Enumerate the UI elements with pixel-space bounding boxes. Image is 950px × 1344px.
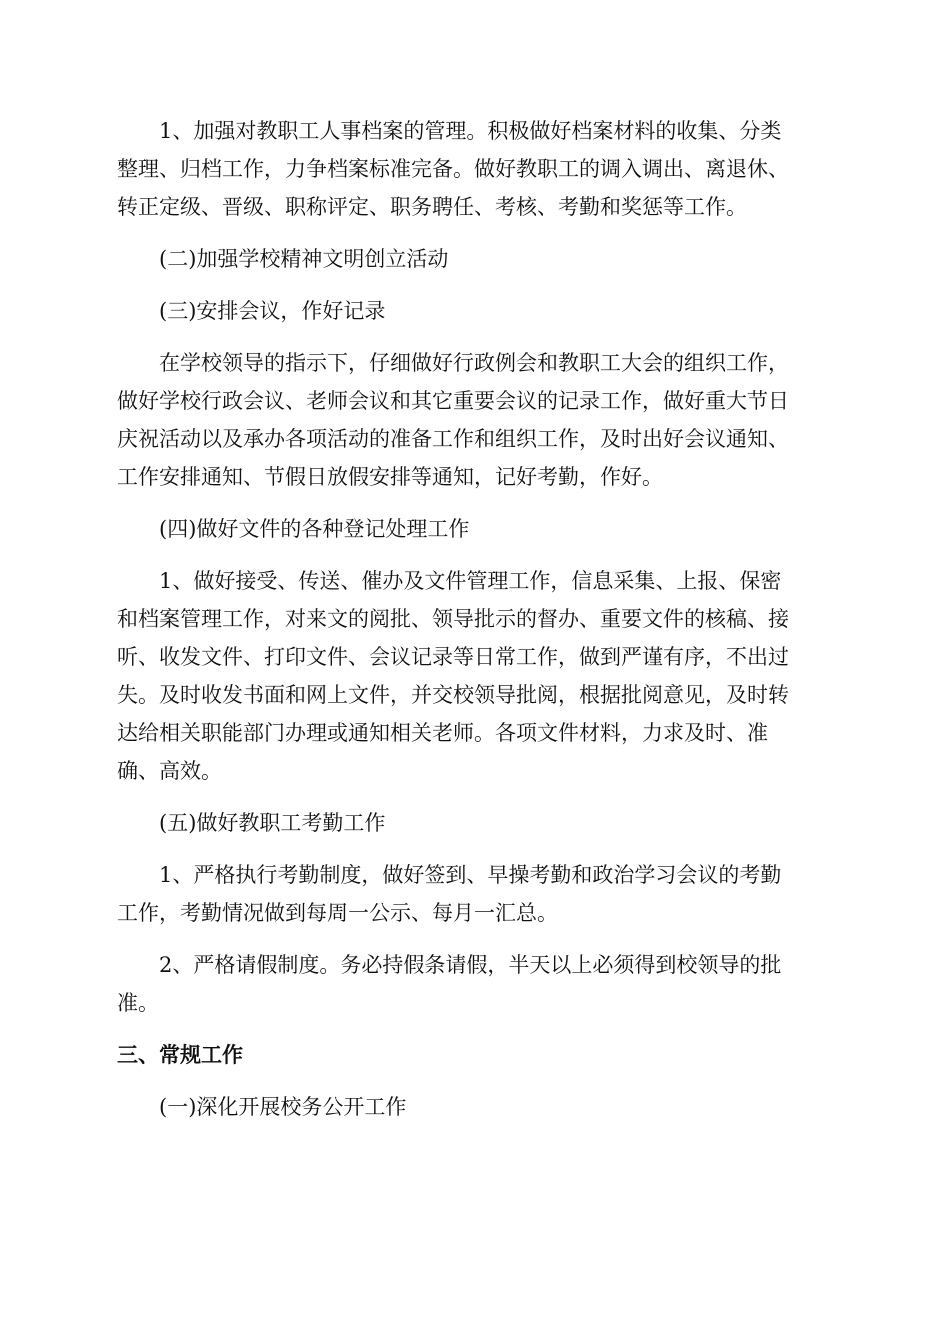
subheading-meetings — [117, 292, 831, 330]
text-line: 在学校领导的指示下，仔细做好行政例会和教职工大会的组织工作， — [159, 351, 789, 375]
subheading-spiritual-civilization — [117, 240, 831, 278]
text-line: 2、严格请假制度。务必持假条请假，半天以上必须得到校领导的批 — [159, 953, 782, 977]
text-line: 准。 — [117, 991, 159, 1015]
subheading-text: (三)安排会议，作好记录 — [159, 299, 386, 323]
subheading-documents — [117, 510, 831, 548]
document-body — [117, 112, 831, 1126]
text-line: 和档案管理工作，对来文的阅批、领导批示的督办、重要文件的核稿、接 — [117, 607, 789, 631]
subheading-text: (四)做好文件的各种登记处理工作 — [159, 517, 470, 541]
subheading-text: (二)加强学校精神文明创立活动 — [159, 247, 449, 271]
text-line: 失。及时收发书面和网上文件，并交校领导批阅，根据批阅意见，及时转 — [117, 683, 789, 707]
text-line: 1、加强对教职工人事档案的管理。积极做好档案材料的收集、分类 — [159, 119, 782, 143]
paragraph-documents — [117, 562, 831, 790]
text-line: 整理、归档工作，力争档案标准完备。做好教职工的调入调出、离退休、 — [117, 157, 789, 181]
paragraph-archives — [117, 112, 831, 226]
paragraph-leave-system — [117, 946, 831, 1022]
section-heading-routine-work: 三、常规工作 — [117, 1043, 243, 1067]
paragraph-attendance-system — [117, 856, 831, 932]
text-line: 转正定级、晋级、职称评定、职务聘任、考核、考勤和奖惩等工作。 — [117, 195, 747, 219]
subheading-school-affairs — [117, 1088, 831, 1126]
paragraph-meetings — [117, 344, 831, 496]
text-line: 庆祝活动以及承办各项活动的准备工作和组织工作，及时出好会议通知、 — [117, 427, 789, 451]
text-line: 1、做好接受、传送、催办及文件管理工作，信息采集、上报、保密 — [159, 569, 782, 593]
text-line: 工作，考勤情况做到每周一公示、每月一汇总。 — [117, 901, 558, 925]
text-line: 达给相关职能部门办理或通知相关老师。各项文件材料，力求及时、准 — [117, 721, 768, 745]
text-line: 1、严格执行考勤制度，做好签到、早操考勤和政治学习会议的考勤 — [159, 863, 782, 887]
text-line: 确、高效。 — [117, 759, 222, 783]
text-line: 工作安排通知、节假日放假安排等通知，记好考勤，作好。 — [117, 465, 663, 489]
text-line: 听、收发文件、打印文件、会议记录等日常工作，做到严谨有序，不出过 — [117, 645, 789, 669]
subheading-attendance — [117, 804, 831, 842]
subheading-text: (一)深化开展校务公开工作 — [159, 1095, 407, 1119]
subheading-text: (五)做好教职工考勤工作 — [159, 811, 386, 835]
text-line: 做好学校行政会议、老师会议和其它重要会议的记录工作，做好重大节日 — [117, 389, 789, 413]
